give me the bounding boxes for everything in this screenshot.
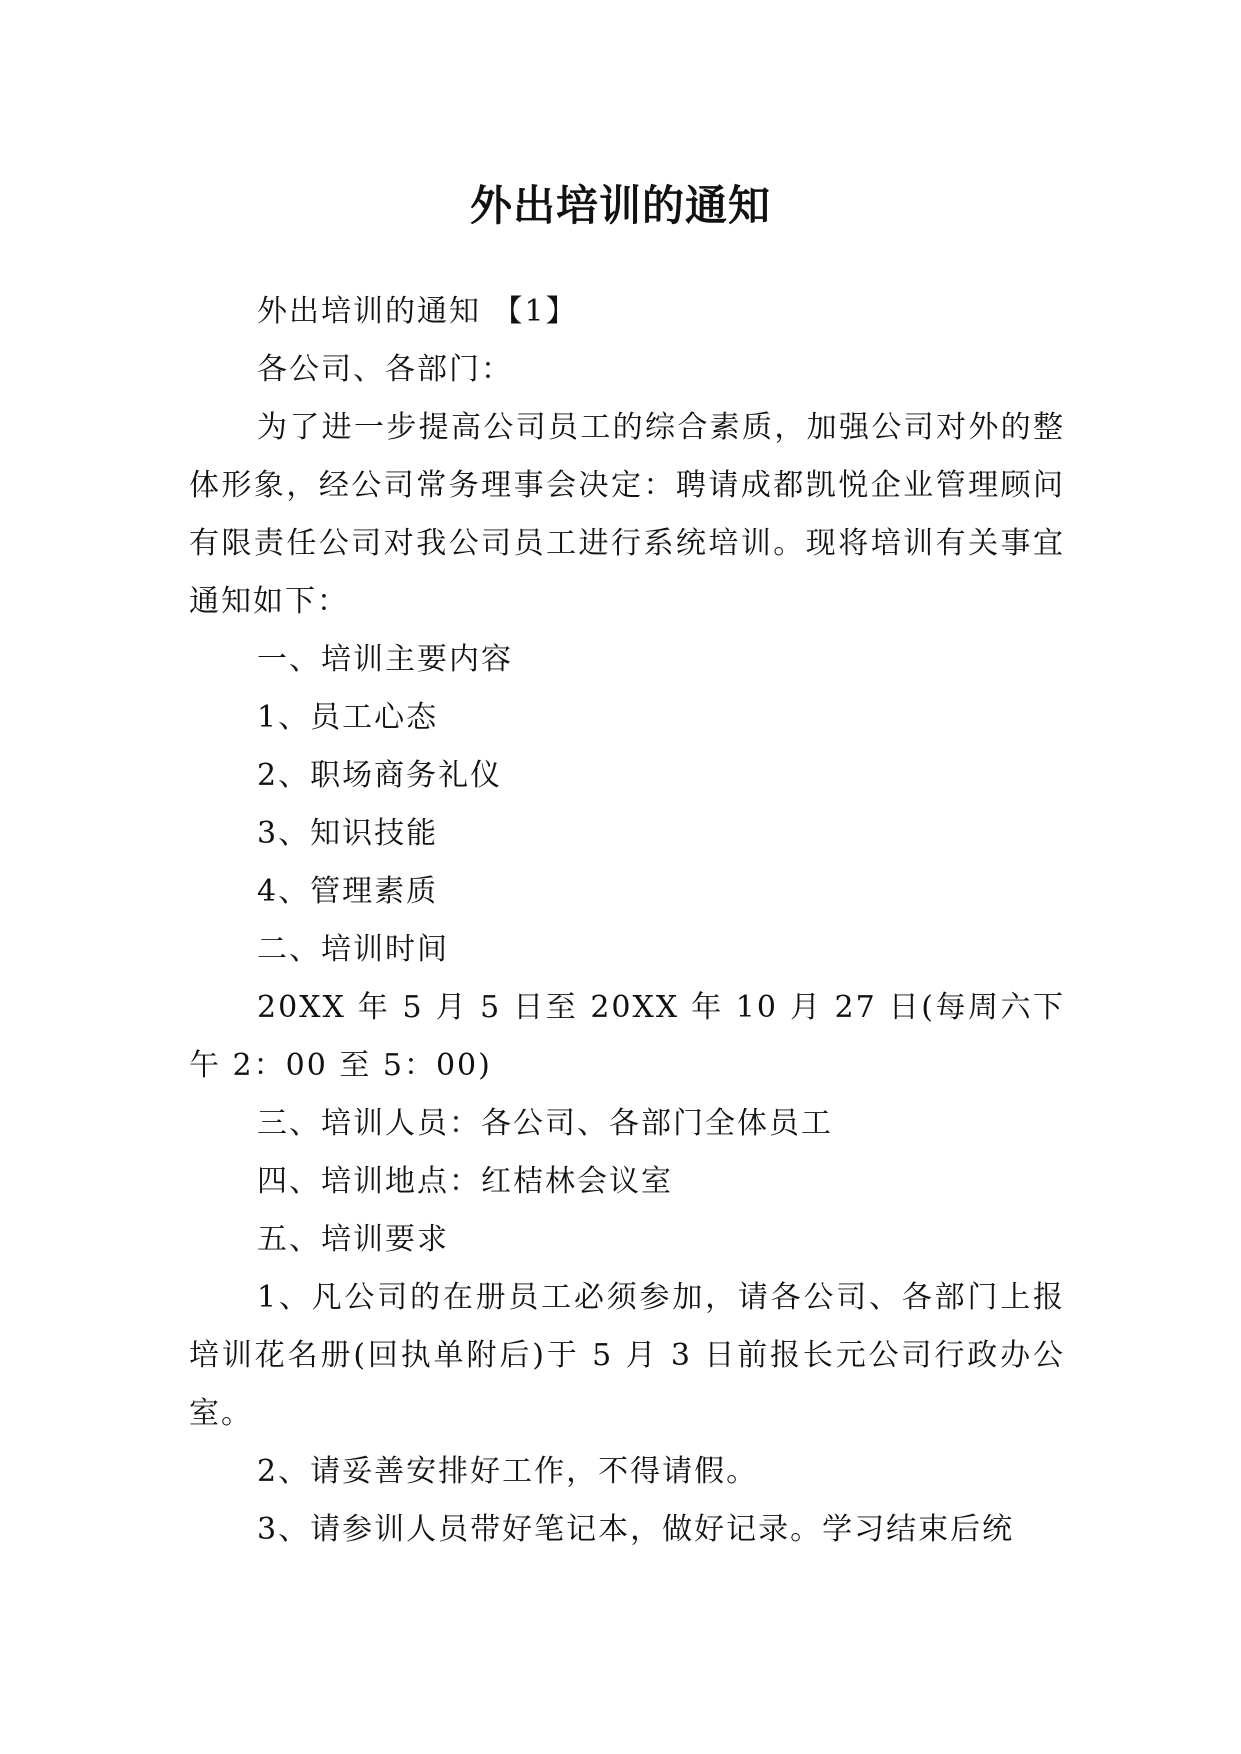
section-heading-location: 四、培训地点：红桔林会议室 <box>257 1164 673 1199</box>
section-heading-content: 一、培训主要内容 <box>257 642 513 677</box>
list-item: 4、管理素质 <box>257 874 439 909</box>
list-item: 1、员工心态 <box>257 700 439 735</box>
document-body <box>189 283 1065 1559</box>
paragraph-salutation: 各公司、各部门： <box>257 352 513 387</box>
section-heading-attendees: 三、培训人员：各公司、各部门全体员工 <box>257 1106 833 1141</box>
paragraph-subtitle: 外出培训的通知 【1】 <box>257 294 578 329</box>
paragraph-time: 20XX 年 5 月 5 日至 20XX 年 10 月 27 日(每周六下午 2：00 至 5：00) <box>189 990 1065 1083</box>
list-item: 2、职场商务礼仪 <box>257 758 503 793</box>
list-item: 1、凡公司的在册员工必须参加，请各公司、各部门上报培训花名册(回执单附后)于 5 月 3 日前报长元公司行政办公室。 <box>189 1280 1065 1431</box>
section-heading-requirements: 五、培训要求 <box>257 1222 449 1257</box>
paragraph-intro: 为了进一步提高公司员工的综合素质，加强公司对外的整体形象，经公司常务理事会决定：聘请成都凯悦企业管理顾问有限责任公司对我公司员工进行系统培训。现将培训有关事宜通知如下： <box>189 410 1065 619</box>
list-item: 2、请妥善安排好工作，不得请假。 <box>257 1454 759 1489</box>
list-item: 3、请参训人员带好笔记本，做好记录。学习结束后统 <box>257 1512 1015 1547</box>
section-heading-time: 二、培训时间 <box>257 932 449 967</box>
list-item: 3、知识技能 <box>257 816 439 851</box>
document-title: 外出培训的通知 <box>469 181 771 231</box>
